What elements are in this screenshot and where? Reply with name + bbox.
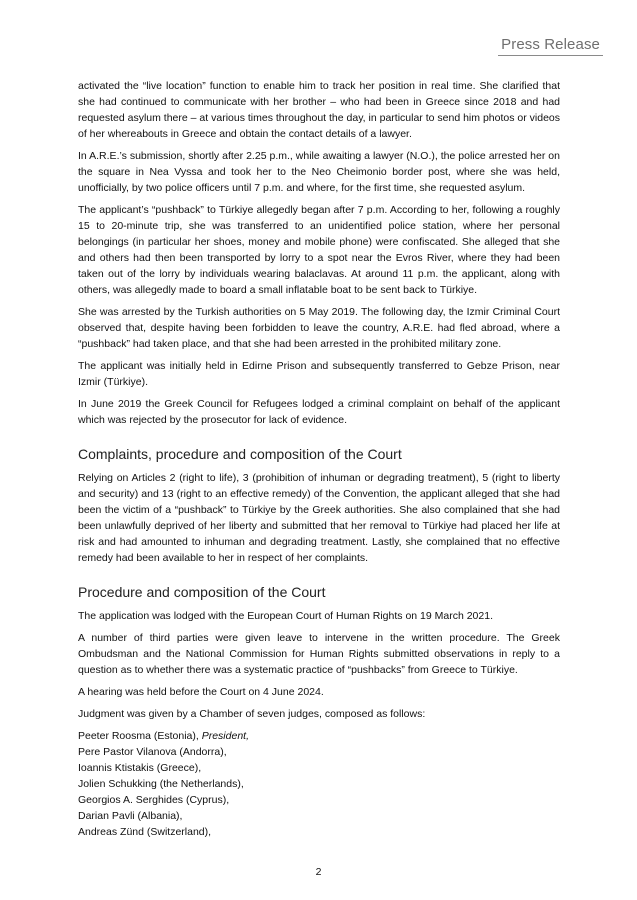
judge-entry [78, 760, 560, 776]
press-release-title: Press Release [501, 36, 600, 53]
judge-role: President, [201, 730, 249, 742]
judge-entry [78, 808, 560, 824]
judge-name: Ioannis Ktistakis (Greece), [78, 762, 202, 774]
judge-entry [78, 792, 560, 808]
header-divider [498, 55, 603, 56]
body-paragraph: She was arrested by the Turkish authorities on 5 May 2019. The following day, the Izmir Criminal Court observed that, despite having been forbidden to leave the country, A.R.E. had fled abroad, where a “pushback” had taken place, and that she had been arrested in the prohibited military zone. [78, 306, 560, 350]
judge-entry [78, 728, 560, 744]
page-header [0, 0, 637, 60]
body-paragraph: The applicant was initially held in Edirne Prison and subsequently transferred to Gebze Prison, near Izmir (Türkiye). [78, 360, 560, 388]
section-heading-complaints: Complaints, procedure and composition of the Court [78, 446, 402, 462]
body-paragraph: Judgment was given by a Chamber of seven judges, composed as follows: [78, 708, 426, 720]
judge-name: Georgios A. Serghides (Cyprus), [78, 794, 230, 806]
body-paragraph: Relying on Articles 2 (right to life), 3 (prohibition of inhuman or degrading treatment), 5 (right to liberty and security) and 13 (right to an effective remedy) of the Convention, the applicant alleged that she had been the victim of a “pushback” to Türkiye by the Greek authorities. She also complained that she had been unlawfully deprived of her liberty and submitted that her removal to Türkiye had placed her life at risk and had amounted to inhuman and degrading treatment. Lastly, she complained that no effective remedy had been available to her in respect of her complaints. [78, 472, 560, 564]
judge-name: Andreas Zünd (Switzerland), [78, 826, 212, 838]
body-paragraph: A number of third parties were given leave to intervene in the written procedure. The Greek Ombudsman and the National Commission for Human Rights submitted observations in reply to a question as to whether there was a systematic practice of “pushbacks” from Greece to Türkiye. [78, 632, 560, 676]
body-paragraph: In June 2019 the Greek Council for Refugees lodged a criminal complaint on behalf of the applicant which was rejected by the prosecutor for lack of evidence. [78, 398, 560, 426]
body-paragraph: The application was lodged with the European Court of Human Rights on 19 March 2021. [78, 610, 493, 622]
judge-name: Pere Pastor Vilanova (Andorra), [78, 746, 227, 758]
body-paragraph: A hearing was held before the Court on 4 June 2024. [78, 686, 324, 698]
document-body [78, 78, 560, 840]
judge-name: Peeter Roosma (Estonia), [78, 730, 202, 742]
judge-entry [78, 824, 560, 840]
judge-name: Darian Pavli (Albania), [78, 810, 183, 822]
section-heading-procedure: Procedure and composition of the Court [78, 584, 326, 600]
judge-entry [78, 744, 560, 760]
body-paragraph: In A.R.E.’s submission, shortly after 2.25 p.m., while awaiting a lawyer (N.O.), the police arrested her on the square in Nea Vyssa and took her to the Neo Cheimonio border post, where she was held, unofficially, by two police officers until 7 p.m. and where, for the first time, she requested asylum. [78, 150, 560, 194]
judge-name: Jolien Schukking (the Netherlands), [78, 778, 244, 790]
body-paragraph: activated the “live location” function to enable him to track her position in real time. She clarified that she had continued to communicate with her brother – who had been in Greece since 2018 and had requested asylum there – at various times throughout the day, in particular to send him photos or videos of her whereabouts in Greece and obtain the contact details of a lawyer. [78, 80, 560, 140]
page-number: 2 [315, 866, 322, 878]
body-paragraph: The applicant’s “pushback” to Türkiye allegedly began after 7 p.m. According to her, following a roughly 15 to 20-minute trip, she was transferred to an unidentified police station, where her personal belongings (in particular her shoes, money and mobile phone) were confiscated. She alleged that she and others had then been transported by lorry to a spot near the Evros River, where they had been taken out of the lorry by individuals wearing balaclavas. At around 11 p.m. the applicant, along with others, was allegedly made to board a small inflatable boat to be sent back to Türkiye. [78, 204, 560, 296]
judges-list [78, 728, 560, 840]
judge-entry [78, 776, 560, 792]
